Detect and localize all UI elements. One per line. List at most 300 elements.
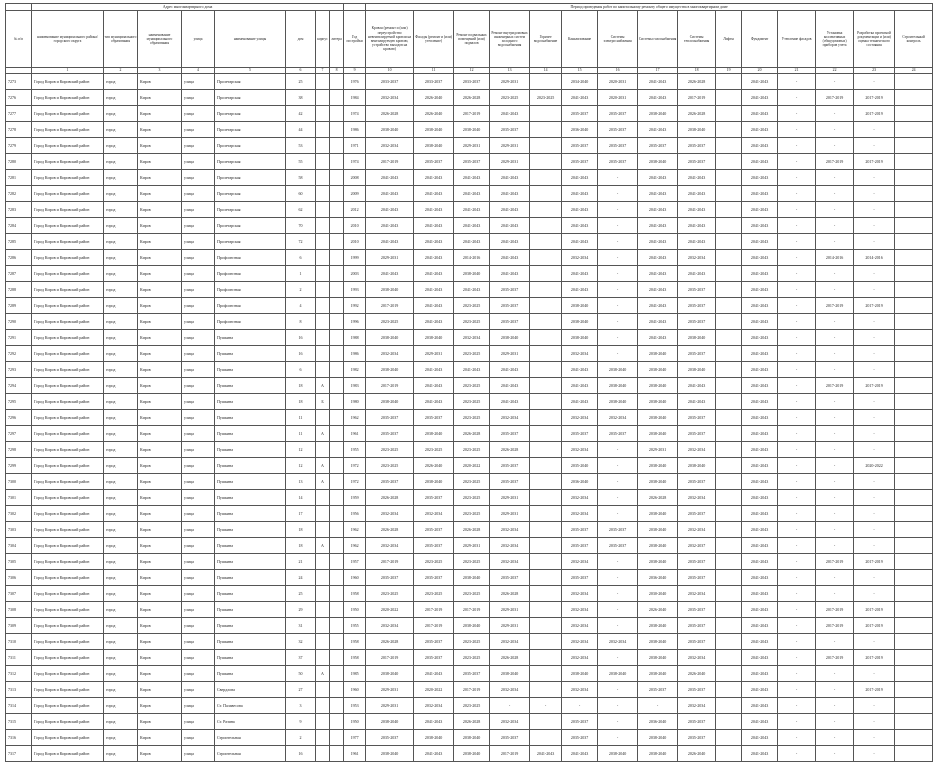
column-number: 9 [344, 68, 366, 74]
cell-c19: 2032-2034 [678, 522, 716, 538]
cell-c14: 2032-2034 [490, 538, 530, 554]
cell-c18: 2038-2040 [638, 538, 678, 554]
cell-c19: 2035-2037 [678, 602, 716, 618]
cell-mo: Киров [138, 746, 182, 762]
cell-c23: - [816, 74, 854, 90]
cell-lit [330, 282, 344, 298]
cell-mo: Киров [138, 346, 182, 362]
cell-c11: 2041-2043 [366, 218, 414, 234]
cell-ray: Город Киров и Кировский район [32, 666, 104, 682]
cell-c13: 2026-2028 [454, 522, 490, 538]
cell-c23: 2017-2019 [816, 378, 854, 394]
cell-c16: 2041-2043 [562, 186, 598, 202]
cell-n: 7287 [6, 266, 32, 282]
cell-c19: 2041-2043 [678, 378, 716, 394]
cell-c17: 2020-2031 [598, 90, 638, 106]
cell-lit [330, 154, 344, 170]
cell-c22: - [778, 106, 816, 122]
cell-c16: 2041-2043 [562, 266, 598, 282]
column-header: наименование улицы [215, 11, 286, 68]
cell-name: Пушкина [215, 426, 286, 442]
cell-c15 [530, 554, 562, 570]
column-header: Год постройки [344, 11, 366, 68]
cell-c24: - [854, 442, 895, 458]
cell-mo: Киров [138, 458, 182, 474]
cell-c11: 2038-2040 [366, 714, 414, 730]
cell-name: Пролетарская [215, 122, 286, 138]
cell-c15 [530, 586, 562, 602]
cell-c24: - [854, 698, 895, 714]
cell-c12: 2041-2043 [414, 170, 454, 186]
cell-c18: 2041-2043 [638, 234, 678, 250]
cell-c19: 2035-2037 [678, 682, 716, 698]
cell-name: Пушкина [215, 410, 286, 426]
cell-n: 7315 [6, 714, 32, 730]
cell-extra [895, 490, 933, 506]
cell-ray: Город Киров и Кировский район [32, 682, 104, 698]
table-row [6, 522, 933, 538]
cell-god: 1982 [344, 362, 366, 378]
cell-c16: 2032-2034 [562, 586, 598, 602]
cell-c23: - [816, 122, 854, 138]
cell-korp [316, 602, 330, 618]
cell-c19: 2035-2037 [678, 730, 716, 746]
cell-extra [895, 266, 933, 282]
cell-c18: 2041-2043 [638, 90, 678, 106]
cell-c24: - [854, 122, 895, 138]
cell-dom: 31 [286, 618, 316, 634]
cell-ray: Город Киров и Кировский район [32, 490, 104, 506]
cell-c23: - [816, 426, 854, 442]
cell-c17: - [598, 682, 638, 698]
cell-c23: - [816, 458, 854, 474]
cell-c18: 2038-2040 [638, 458, 678, 474]
cell-c18: 2041-2043 [638, 250, 678, 266]
cell-c11: 2032-2034 [366, 506, 414, 522]
cell-c19: 2035-2037 [678, 714, 716, 730]
cell-c21: 2041-2043 [742, 138, 778, 154]
cell-c16: 2036-2040 [562, 474, 598, 490]
cell-n: 7316 [6, 730, 32, 746]
cell-dom: 18 [286, 378, 316, 394]
cell-c22: - [778, 714, 816, 730]
cell-name: Пролетарская [215, 186, 286, 202]
cell-mo: Киров [138, 250, 182, 266]
cell-c16: 2035-2040 [562, 458, 598, 474]
cell-c16: 2032-2034 [562, 554, 598, 570]
cell-ray: Город Киров и Кировский район [32, 234, 104, 250]
cell-mo: Киров [138, 298, 182, 314]
cell-mo: Киров [138, 474, 182, 490]
cell-c17: - [598, 298, 638, 314]
cell-god: 1962 [344, 538, 366, 554]
cell-lit [330, 106, 344, 122]
cell-lit [330, 666, 344, 682]
cell-tip: город [104, 106, 138, 122]
cell-c13: 2017-2019 [454, 602, 490, 618]
cell-extra [895, 330, 933, 346]
cell-c14: 2026-2028 [490, 442, 530, 458]
cell-c17: - [598, 170, 638, 186]
cell-god: 1956 [344, 506, 366, 522]
column-number: 15 [562, 68, 598, 74]
cell-mo: Киров [138, 522, 182, 538]
cell-c16: 2032-2034 [562, 442, 598, 458]
cell-dom: 11 [286, 410, 316, 426]
cell-c15 [530, 170, 562, 186]
cell-c12: 2041-2043 [414, 282, 454, 298]
cell-dom: 12 [286, 442, 316, 458]
cell-c18: 2041-2043 [638, 218, 678, 234]
cell-c15 [530, 106, 562, 122]
cell-tip: город [104, 570, 138, 586]
cell-lit [330, 714, 344, 730]
column-header: Канализование [562, 11, 598, 68]
cell-tip: город [104, 634, 138, 650]
table-row [6, 218, 933, 234]
group-header-address: Адрес многоквартирного дома [32, 4, 344, 11]
cell-korp [316, 522, 330, 538]
cell-lit [330, 330, 344, 346]
cell-c16: 2032-2034 [562, 346, 598, 362]
cell-dom: 17 [286, 506, 316, 522]
column-number: 6 [286, 68, 316, 74]
cell-c11: 2023-2025 [366, 586, 414, 602]
table-row [6, 74, 933, 90]
cell-tip: город [104, 282, 138, 298]
cell-dom: 50 [286, 666, 316, 682]
cell-mo: Киров [138, 74, 182, 90]
cell-ray: Город Киров и Кировский район [32, 538, 104, 554]
cell-tip: город [104, 666, 138, 682]
cell-c15 [530, 650, 562, 666]
group-blank [6, 4, 32, 11]
cell-c23: 2017-2019 [816, 650, 854, 666]
cell-c14: 2041-2043 [490, 170, 530, 186]
cell-c11: 2035-2037 [366, 730, 414, 746]
cell-c13: 2023-2025 [454, 378, 490, 394]
cell-mo: Киров [138, 426, 182, 442]
column-header: Фундамент [742, 11, 778, 68]
cell-ray: Город Киров и Кировский район [32, 730, 104, 746]
cell-name: Пролетарская [215, 106, 286, 122]
cell-c19: 2035-2037 [678, 410, 716, 426]
group-blank [344, 4, 366, 11]
cell-ray: Город Киров и Кировский район [32, 106, 104, 122]
cell-ray: Город Киров и Кировский район [32, 90, 104, 106]
cell-dom: 72 [286, 234, 316, 250]
cell-c18: 2038-2040 [638, 410, 678, 426]
cell-c13: 2029-2031 [454, 138, 490, 154]
cell-n: 7308 [6, 602, 32, 618]
cell-c16: 2035-2037 [562, 106, 598, 122]
cell-c13: 2023-2025 [454, 346, 490, 362]
cell-god: 1992 [344, 298, 366, 314]
cell-dom: 9 [286, 714, 316, 730]
cell-c22: - [778, 746, 816, 762]
cell-c11: 2035-2037 [366, 426, 414, 442]
cell-c12: 2035-2037 [414, 154, 454, 170]
cell-c23: - [816, 202, 854, 218]
table-row [6, 682, 933, 698]
cell-c22: - [778, 522, 816, 538]
cell-mo: Киров [138, 682, 182, 698]
cell-c22: - [778, 202, 816, 218]
cell-ul: улица [182, 298, 215, 314]
cell-c14: 2026-2028 [490, 586, 530, 602]
cell-c19: 2026-2028 [678, 74, 716, 90]
cell-c12: 2041-2043 [414, 186, 454, 202]
column-number: 16 [598, 68, 638, 74]
cell-n: 7295 [6, 394, 32, 410]
cell-name: Пушкина [215, 554, 286, 570]
cell-name: Ст. Разина [215, 714, 286, 730]
cell-ul: улица [182, 394, 215, 410]
cell-c11: 2032-2034 [366, 538, 414, 554]
cell-c14: 2038-2040 [490, 330, 530, 346]
cell-c17: - [598, 266, 638, 282]
cell-c17: - [598, 714, 638, 730]
cell-c19: 2035-2037 [678, 554, 716, 570]
cell-c21: 2041-2043 [742, 202, 778, 218]
cell-ul: улица [182, 522, 215, 538]
cell-ul: улица [182, 138, 215, 154]
cell-c12: 2020-2022 [414, 682, 454, 698]
cell-c20 [716, 394, 742, 410]
cell-c15 [530, 154, 562, 170]
cell-c20 [716, 122, 742, 138]
cell-dom: 27 [286, 682, 316, 698]
column-header: литера [330, 11, 344, 68]
cell-name: Пушкина [215, 506, 286, 522]
cell-c16: 2032-2034 [562, 490, 598, 506]
cell-dom: 70 [286, 218, 316, 234]
cell-c19: 2035-2037 [678, 506, 716, 522]
cell-c20 [716, 714, 742, 730]
column-header: Разработка проектной документации и (или) оценка технического состояния [854, 11, 895, 68]
column-header: наименование муниципального района/городского округа [32, 11, 104, 68]
cell-c18: 2041-2043 [638, 330, 678, 346]
cell-c21: 2041-2043 [742, 170, 778, 186]
table-row [6, 330, 933, 346]
cell-mo: Киров [138, 282, 182, 298]
cell-korp [316, 410, 330, 426]
cell-c13: 2023-2025 [454, 314, 490, 330]
cell-name: Пролетарская [215, 170, 286, 186]
cell-c19: 2035-2037 [678, 282, 716, 298]
cell-mo: Киров [138, 138, 182, 154]
cell-c15 [530, 522, 562, 538]
cell-c15 [530, 122, 562, 138]
cell-extra [895, 394, 933, 410]
cell-c23: - [816, 330, 854, 346]
cell-dom: 55 [286, 154, 316, 170]
cell-c24: - [854, 666, 895, 682]
cell-c13: 2026-2028 [454, 714, 490, 730]
cell-c21: 2041-2043 [742, 538, 778, 554]
cell-korp [316, 234, 330, 250]
cell-mo: Киров [138, 234, 182, 250]
cell-tip: город [104, 442, 138, 458]
cell-dom: 25 [286, 74, 316, 90]
cell-extra [895, 170, 933, 186]
cell-c22: - [778, 554, 816, 570]
cell-c12: 2023-2025 [414, 586, 454, 602]
cell-tip: город [104, 538, 138, 554]
cell-lit [330, 746, 344, 762]
cell-c21: 2041-2043 [742, 218, 778, 234]
cell-c12: 2041-2043 [414, 298, 454, 314]
cell-dom: 25 [286, 586, 316, 602]
column-number: 2 [104, 68, 138, 74]
cell-c23: - [816, 218, 854, 234]
cell-c11: 2023-2025 [366, 314, 414, 330]
cell-c21: 2041-2043 [742, 698, 778, 714]
column-header: Строительный контроль [895, 11, 933, 68]
cell-c13: 2023-2025 [454, 506, 490, 522]
cell-god: 1950 [344, 602, 366, 618]
cell-c15 [530, 538, 562, 554]
cell-god: 1976 [344, 74, 366, 90]
cell-extra [895, 362, 933, 378]
cell-c23: - [816, 186, 854, 202]
cell-tip: город [104, 170, 138, 186]
cell-lit [330, 314, 344, 330]
cell-extra [895, 698, 933, 714]
table-row [6, 282, 933, 298]
cell-c21: 2041-2043 [742, 394, 778, 410]
cell-lit [330, 522, 344, 538]
cell-c18: 2038-2040 [638, 522, 678, 538]
cell-c16: 2038-2040 [562, 298, 598, 314]
cell-c15 [530, 474, 562, 490]
cell-extra [895, 154, 933, 170]
table-row [6, 458, 933, 474]
table-row [6, 506, 933, 522]
cell-c22: - [778, 426, 816, 442]
cell-c17: 2032-2034 [598, 634, 638, 650]
table-row [6, 426, 933, 442]
cell-c24: - [854, 714, 895, 730]
cell-c13: 2023-2025 [454, 586, 490, 602]
cell-ray: Город Киров и Кировский район [32, 554, 104, 570]
cell-c15: 2041-2043 [530, 746, 562, 762]
table-row [6, 586, 933, 602]
cell-c23: - [816, 410, 854, 426]
cell-c12: 2035-2037 [414, 634, 454, 650]
cell-name: Строительная [215, 730, 286, 746]
table-row [6, 186, 933, 202]
cell-c23: - [816, 746, 854, 762]
cell-c17: 2038-2040 [598, 666, 638, 682]
cell-c12: 2041-2043 [414, 394, 454, 410]
cell-mo: Киров [138, 490, 182, 506]
cell-c20 [716, 218, 742, 234]
cell-lit [330, 602, 344, 618]
cell-mo: Киров [138, 170, 182, 186]
cell-korp [316, 106, 330, 122]
cell-ul: улица [182, 538, 215, 554]
cell-c17: 2035-2037 [598, 154, 638, 170]
cell-ray: Город Киров и Кировский район [32, 378, 104, 394]
cell-lit [330, 554, 344, 570]
cell-c18: 2041-2043 [638, 170, 678, 186]
cell-c16: - [562, 698, 598, 714]
cell-c12: 2032-2034 [414, 506, 454, 522]
cell-c23: - [816, 394, 854, 410]
cell-lit [330, 218, 344, 234]
cell-c20 [716, 602, 742, 618]
cell-mo: Киров [138, 218, 182, 234]
cell-c16: 2038-2040 [562, 330, 598, 346]
cell-c11: 2038-2040 [366, 282, 414, 298]
cell-c24: 2017-2019 [854, 682, 895, 698]
cell-c14: 2035-2037 [490, 314, 530, 330]
cell-ray: Город Киров и Кировский район [32, 330, 104, 346]
cell-lit [330, 426, 344, 442]
cell-dom: 58 [286, 170, 316, 186]
cell-c22: - [778, 90, 816, 106]
cell-c21: 2041-2043 [742, 346, 778, 362]
cell-c13: 2023-2025 [454, 298, 490, 314]
cell-c14: 2029-2031 [490, 154, 530, 170]
cell-c19: 2041-2043 [678, 266, 716, 282]
cell-c11: 2038-2040 [366, 330, 414, 346]
cell-n: 7286 [6, 250, 32, 266]
cell-c12: 2017-2019 [414, 602, 454, 618]
cell-c13: 2017-2019 [454, 106, 490, 122]
cell-god: 1953 [344, 698, 366, 714]
cell-c20 [716, 458, 742, 474]
cell-c21: 2041-2043 [742, 90, 778, 106]
cell-c16: 2041-2043 [562, 234, 598, 250]
cell-c14: 2029-2031 [490, 346, 530, 362]
cell-c13: 2035-2037 [454, 666, 490, 682]
column-number: 12 [454, 68, 490, 74]
cell-korp [316, 730, 330, 746]
cell-c21: 2041-2043 [742, 410, 778, 426]
cell-dom: 13 [286, 474, 316, 490]
cell-c17: - [598, 698, 638, 714]
cell-god: 1958 [344, 586, 366, 602]
cell-tip: город [104, 250, 138, 266]
cell-dom: 44 [286, 122, 316, 138]
cell-c24: - [854, 186, 895, 202]
cell-c22: - [778, 506, 816, 522]
cell-c14: - [490, 698, 530, 714]
cell-c17: - [598, 554, 638, 570]
cell-god: 1959 [344, 490, 366, 506]
cell-lit [330, 570, 344, 586]
cell-god: 2003 [344, 266, 366, 282]
cell-c24: - [854, 74, 895, 90]
cell-c12: 2041-2043 [414, 314, 454, 330]
cell-god: 1960 [344, 682, 366, 698]
cell-c14: 2041-2043 [490, 266, 530, 282]
cell-c17: - [598, 474, 638, 490]
cell-lit [330, 266, 344, 282]
cell-mo: Киров [138, 538, 182, 554]
cell-ul: улица [182, 330, 215, 346]
cell-c20 [716, 378, 742, 394]
cell-n: 7285 [6, 234, 32, 250]
cell-god: 1955 [344, 442, 366, 458]
cell-c20 [716, 90, 742, 106]
cell-ul: улица [182, 170, 215, 186]
table-row [6, 234, 933, 250]
cell-c22: - [778, 74, 816, 90]
cell-c20 [716, 698, 742, 714]
